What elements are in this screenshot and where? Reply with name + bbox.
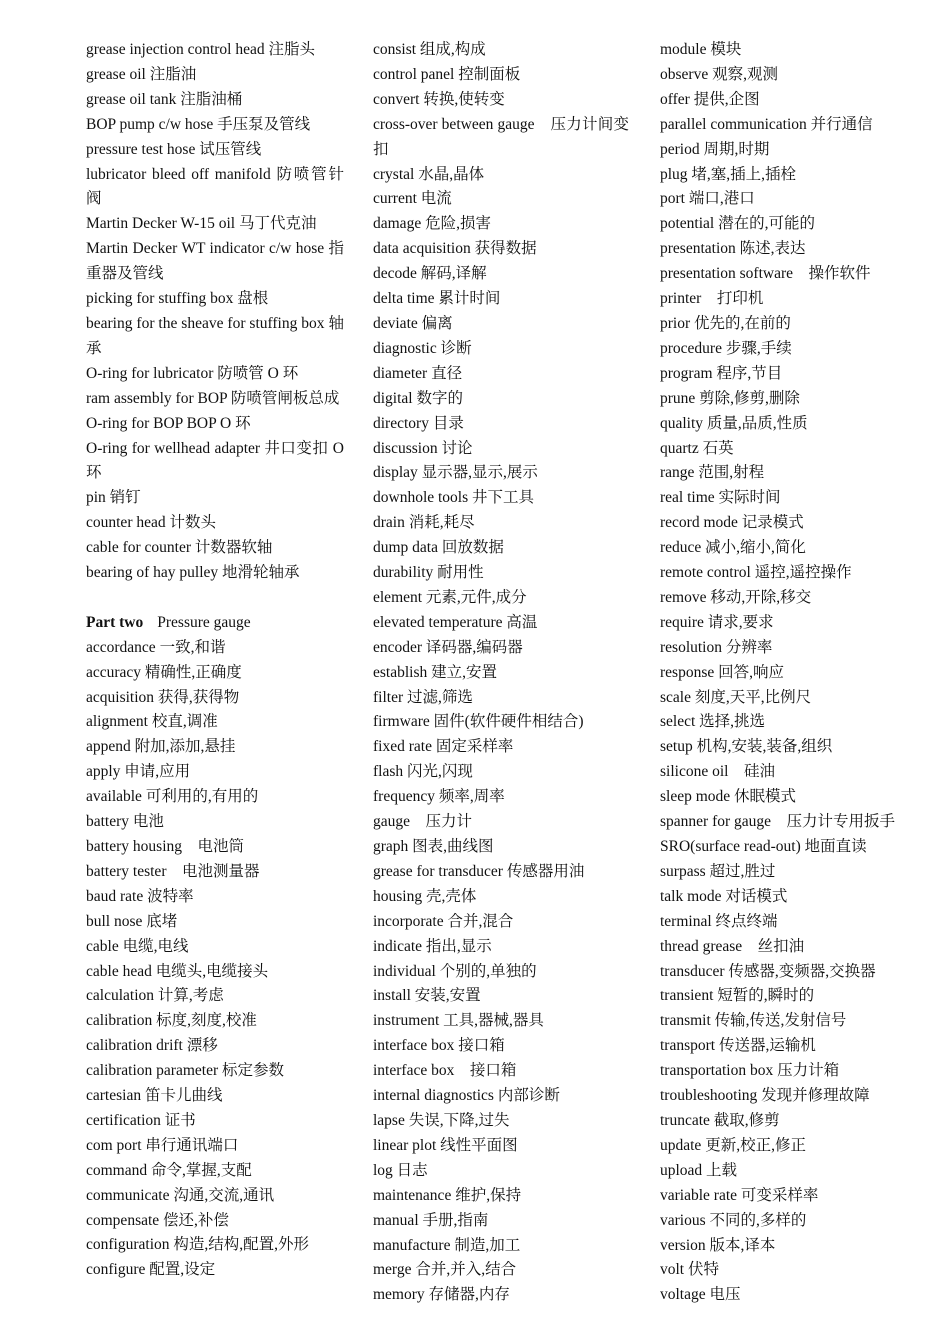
glossary-entry: accordance 一致,和谐 [86, 638, 226, 656]
glossary-column-2 [373, 38, 629, 1308]
glossary-entry: grease injection control head 注脂头 [86, 41, 315, 58]
glossary-entry: memory 存储器,内存 [373, 1286, 510, 1304]
glossary-entry: crystal 水晶,晶体 [373, 165, 485, 183]
glossary-entry: SRO(surface read-out) 地面直读 [660, 838, 867, 855]
glossary-entry: lapse 失误,下降,过失 [373, 1111, 510, 1129]
glossary-entry: thread grease 丝扣油 [660, 937, 805, 955]
glossary-entry: damage 危险,损害 [373, 215, 491, 233]
glossary-entry: variable rate 可变采样率 [660, 1186, 819, 1204]
glossary-entry: incorporate 合并,混合 [373, 912, 514, 930]
glossary-column-1 [86, 38, 344, 1283]
glossary-entry: remote control 遥控,遥控操作 [660, 564, 852, 582]
glossary-entry: plug 堵,塞,插上,插栓 [660, 165, 797, 183]
glossary-entry: gauge 压力计 [373, 813, 473, 831]
glossary-entry: potential 潜在的,可能的 [660, 215, 815, 233]
glossary-entry: communicate 沟通,交流,通讯 [86, 1186, 275, 1204]
glossary-entry: printer 打印机 [660, 290, 764, 308]
glossary-entry: transducer 传感器,变频器,交换器 [660, 962, 876, 980]
glossary-entry: encoder 译码器,编码器 [373, 638, 523, 656]
glossary-entry: calibration drift 漂移 [86, 1037, 218, 1055]
glossary-entry: calculation 计算,考虑 [86, 987, 224, 1005]
glossary-entry: cross-over between gauge 压力计间变扣 [373, 115, 629, 158]
glossary-entry: module 模块 [660, 41, 742, 58]
glossary-entry: dump data 回放数据 [373, 539, 504, 557]
glossary-entry: range 范围,射程 [660, 464, 765, 482]
glossary-entry: bearing for the sheave for stuffing box 轴承 [86, 314, 344, 357]
glossary-entry: manual 手册,指南 [373, 1211, 489, 1229]
glossary-entry: cable for counter 计数器软轴 [86, 539, 273, 557]
glossary-entry: display 显示器,显示,展示 [373, 464, 538, 482]
glossary-entry: BOP pump c/w hose 手压泵及管线 [86, 115, 311, 133]
glossary-entry: decode 解码,译解 [373, 265, 487, 283]
glossary-entry: resolution 分辨率 [660, 638, 773, 656]
spacer [86, 586, 344, 611]
glossary-entry: interface box 接口箱 [373, 1062, 517, 1080]
glossary-entry: delta time 累计时间 [373, 290, 501, 308]
section-title: Pressure gauge [157, 613, 251, 631]
glossary-entry: compensate 偿还,补偿 [86, 1211, 229, 1229]
glossary-entry: cable head 电缆头,电缆接头 [86, 962, 269, 980]
glossary-entry: setup 机构,安装,装备,组织 [660, 738, 833, 756]
glossary-entry: durability 耐用性 [373, 564, 484, 582]
glossary-entry: transmit 传输,传送,发射信号 [660, 1012, 847, 1030]
glossary-entry: individual 个别的,单独的 [373, 962, 537, 980]
glossary-entry: lubricator bleed off manifold 防喷管针阀 [86, 165, 344, 208]
glossary-entry: acquisition 获得,获得物 [86, 688, 240, 706]
glossary-entry: O-ring for BOP BOP O 环 [86, 414, 251, 432]
glossary-entry: firmware 固件(软件硬件相结合) [373, 713, 584, 731]
glossary-entry: bearing of hay pulley 地滑轮轴承 [86, 564, 300, 582]
glossary-entry: transient 短暂的,瞬时的 [660, 987, 815, 1005]
glossary-entry: battery tester 电池测量器 [86, 862, 260, 880]
glossary-entry: response 回答,响应 [660, 663, 784, 681]
glossary-entry: voltage 电压 [660, 1286, 741, 1304]
glossary-entry: cable 电缆,电线 [86, 937, 189, 955]
glossary-entry: Martin Decker WT indicator c/w hose 指重器及管线 [86, 240, 344, 283]
glossary-entry: prune 剪除,修剪,删除 [660, 389, 800, 407]
glossary-entry: reduce 减小,缩小,简化 [660, 539, 806, 557]
glossary-entry: cartesian 笛卡儿曲线 [86, 1087, 223, 1105]
glossary-entry: deviate 偏离 [373, 314, 453, 332]
glossary-entry: record mode 记录模式 [660, 514, 804, 532]
glossary-entry: spanner for gauge 压力计专用扳手 [660, 813, 896, 831]
glossary-entry: data acquisition 获得数据 [373, 240, 537, 258]
section-label: Part two [86, 613, 144, 631]
glossary-entry: bull nose 底堵 [86, 912, 178, 930]
column-1-equipment-list [86, 38, 344, 586]
glossary-entry: volt 伏特 [660, 1261, 719, 1279]
glossary-entry: require 请求,要求 [660, 613, 774, 631]
glossary-entry: consist 组成,构成 [373, 41, 486, 58]
glossary-entry: grease oil tank 注脂油桶 [86, 90, 243, 108]
glossary-entry: directory 目录 [373, 414, 464, 432]
glossary-entry: elevated temperature 高温 [373, 613, 538, 631]
glossary-entry: upload 上载 [660, 1161, 738, 1179]
glossary-entry: log 日志 [373, 1161, 428, 1179]
glossary-entry: truncate 截取,修剪 [660, 1111, 780, 1129]
glossary-entry: append 附加,添加,悬挂 [86, 738, 236, 756]
glossary-entry: presentation software 操作软件 [660, 265, 871, 283]
glossary-entry: graph 图表,曲线图 [373, 838, 494, 855]
glossary-entry: counter head 计数头 [86, 514, 216, 532]
glossary-entry: flash 闪光,闪现 [373, 763, 473, 781]
glossary-entry: com port 串行通讯端口 [86, 1136, 239, 1154]
glossary-entry: battery housing 电池筒 [86, 837, 244, 855]
glossary-entry: program 程序,节目 [660, 364, 783, 382]
glossary-entry: ram assembly for BOP 防喷管闸板总成 [86, 389, 340, 407]
glossary-entry: scale 刻度,天平,比例尺 [660, 688, 812, 706]
glossary-entry: housing 壳,壳体 [373, 887, 477, 905]
glossary-entry: real time 实际时间 [660, 489, 781, 507]
glossary-entry: O-ring for lubricator 防喷管 O 环 [86, 364, 299, 382]
glossary-entry: indicate 指出,显示 [373, 937, 492, 955]
glossary-entry: transport 传送器,运输机 [660, 1037, 816, 1055]
glossary-entry: establish 建立,安置 [373, 663, 497, 681]
glossary-entry: pressure test hose 试压管线 [86, 140, 262, 158]
glossary-entry: picking for stuffing box 盘根 [86, 290, 269, 308]
glossary-entry: presentation 陈述,表达 [660, 240, 806, 258]
glossary-entry: apply 申请,应用 [86, 763, 191, 781]
glossary-entry: update 更新,校正,修正 [660, 1136, 806, 1154]
glossary-entry: instrument 工具,器械,器具 [373, 1012, 544, 1030]
glossary-entry: downhole tools 井下工具 [373, 489, 535, 507]
glossary-entry: various 不同的,多样的 [660, 1211, 807, 1229]
glossary-entry: linear plot 线性平面图 [373, 1136, 518, 1154]
glossary-entry: filter 过滤,筛选 [373, 688, 473, 706]
glossary-entry: control panel 控制面板 [373, 65, 521, 83]
glossary-entry: battery 电池 [86, 813, 164, 831]
glossary-entry: convert 转换,使转变 [373, 90, 505, 108]
glossary-entry: transportation box 压力计箱 [660, 1062, 840, 1080]
glossary-entry: baud rate 波特率 [86, 887, 194, 905]
glossary-entry: parallel communication 并行通信 [660, 115, 873, 133]
glossary-entry: procedure 步骤,手续 [660, 339, 792, 357]
glossary-entry: prior 优先的,在前的 [660, 314, 791, 332]
glossary-entry: available 可利用的,有用的 [86, 788, 259, 806]
glossary-entry: discussion 讨论 [373, 439, 473, 457]
glossary-entry: maintenance 维护,保持 [373, 1186, 522, 1204]
glossary-entry: configure 配置,设定 [86, 1261, 216, 1279]
glossary-entry: pin 销钉 [86, 489, 141, 507]
glossary-entry: O-ring for wellhead adapter 井口变扣 O 环 [86, 439, 344, 482]
section-heading [86, 611, 344, 636]
glossary-entry: calibration 标度,刻度,校准 [86, 1012, 257, 1030]
glossary-entry: silicone oil 硅油 [660, 763, 775, 781]
glossary-entry: certification 证书 [86, 1111, 196, 1129]
glossary-entry: manufacture 制造,加工 [373, 1236, 521, 1254]
glossary-entry: digital 数字的 [373, 389, 463, 407]
glossary-entry: grease for transducer 传感器用油 [373, 862, 585, 880]
glossary-entry: offer 提供,企图 [660, 90, 760, 108]
glossary-entry: surpass 超过,胜过 [660, 862, 776, 880]
glossary-column-3 [660, 38, 930, 1308]
glossary-entry: quartz 石英 [660, 439, 734, 457]
glossary-entry: Martin Decker W-15 oil 马丁代克油 [86, 215, 317, 233]
glossary-entry: alignment 校直,调准 [86, 713, 218, 731]
glossary-entry: diameter 直径 [373, 364, 463, 382]
glossary-entry: merge 合并,并入,结合 [373, 1261, 517, 1279]
glossary-entry: interface box 接口箱 [373, 1037, 505, 1055]
glossary-entry: talk mode 对话模式 [660, 887, 788, 905]
glossary-entry: calibration parameter 标定参数 [86, 1062, 284, 1080]
glossary-entry: port 端口,港口 [660, 190, 755, 208]
glossary-entry: command 命令,掌握,支配 [86, 1161, 252, 1179]
glossary-entry: diagnostic 诊断 [373, 339, 472, 357]
glossary-entry: install 安装,安置 [373, 987, 481, 1005]
glossary-entry: frequency 频率,周率 [373, 788, 505, 806]
glossary-entry: observe 观察,观测 [660, 65, 778, 83]
column-1-terms [86, 636, 344, 1284]
glossary-entry: current 电流 [373, 190, 452, 208]
glossary-entry: terminal 终点终端 [660, 912, 778, 930]
glossary-entry: accuracy 精确性,正确度 [86, 663, 242, 681]
glossary-entry: internal diagnostics 内部诊断 [373, 1087, 560, 1105]
glossary-entry: fixed rate 固定采样率 [373, 738, 514, 756]
glossary-entry: drain 消耗,耗尽 [373, 514, 475, 532]
glossary-entry: element 元素,元件,成分 [373, 588, 527, 606]
glossary-entry: configuration 构造,结构,配置,外形 [86, 1236, 310, 1254]
glossary-entry: quality 质量,品质,性质 [660, 414, 808, 432]
glossary-entry: sleep mode 休眠模式 [660, 788, 797, 806]
glossary-entry: grease oil 注脂油 [86, 65, 197, 83]
glossary-entry: troubleshooting 发现并修理故障 [660, 1087, 870, 1105]
glossary-entry: remove 移动,开除,移交 [660, 588, 812, 606]
glossary-entry: select 选择,挑选 [660, 713, 766, 731]
glossary-entry: version 版本,译本 [660, 1236, 776, 1254]
glossary-entry: period 周期,时期 [660, 140, 770, 158]
